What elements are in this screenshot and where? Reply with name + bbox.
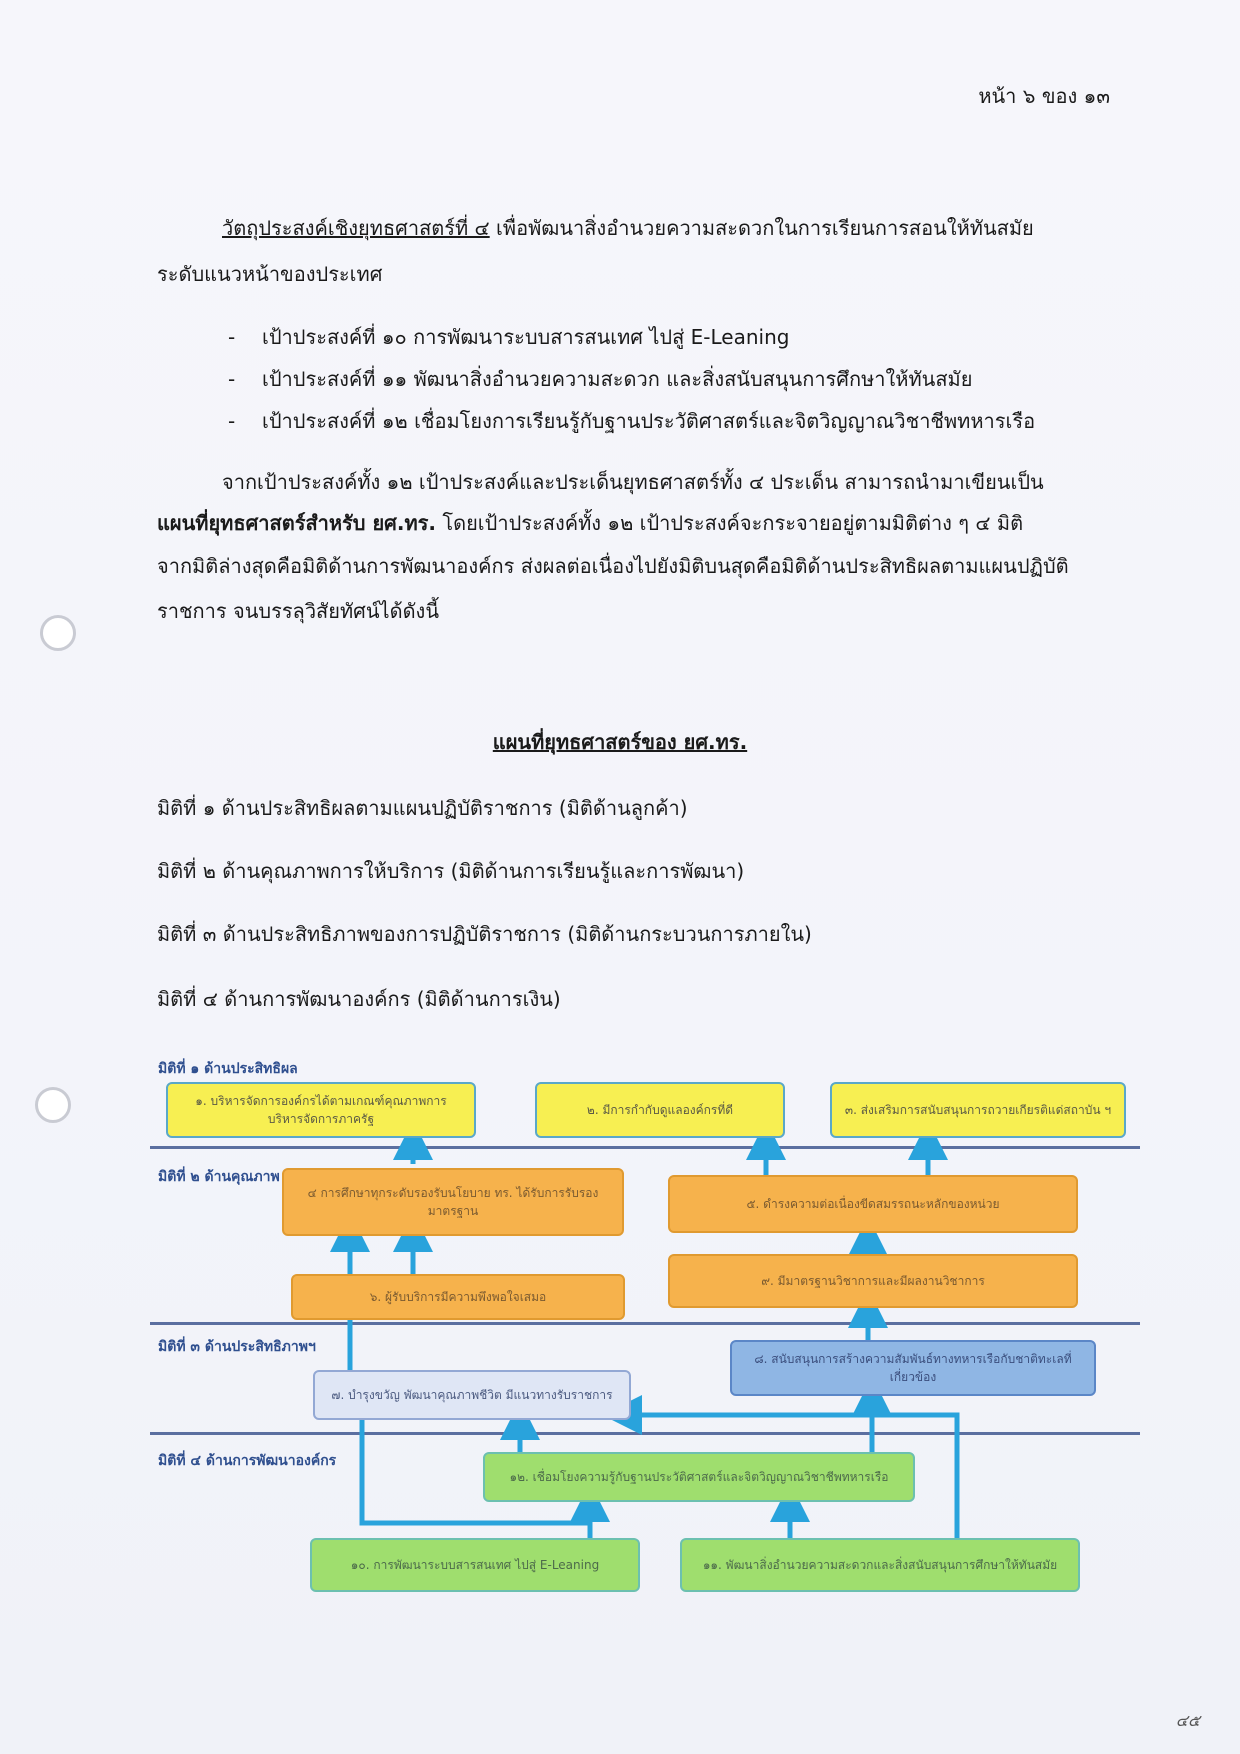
list-item: - เป้าประสงค์ที่ ๑๐ การพัฒนาระบบสารสนเทศ ไปสู่ E-Leaning — [228, 316, 1035, 358]
goal-box-4: ๔ การศึกษาทุกระดับรองรับนโยบาย ทร. ได้รับการรับรองมาตรฐาน — [282, 1168, 624, 1236]
list-item: - เป้าประสงค์ที่ ๑๑ พัฒนาสิ่งอำนวยความสะดวก และสิ่งสนับสนุนการศึกษาให้ทันสมัย — [228, 358, 1035, 400]
diagram-label-dimension-2: มิติที่ ๒ ด้านคุณภาพ — [158, 1169, 280, 1185]
goal-box-11: ๑๑. พัฒนาสิ่งอำนวยความสะดวกและสิ่งสนับสนุนการศึกษาให้ทันสมัย — [680, 1538, 1080, 1592]
summary-line-2 — [157, 503, 1107, 544]
diagram-label-dimension-3: มิติที่ ๓ ด้านประสิทธิภาพฯ — [158, 1339, 316, 1355]
punch-hole-top — [40, 615, 76, 651]
handwritten-mark: ๔๕ — [1175, 1711, 1200, 1730]
dimension-1: มิติที่ ๑ ด้านประสิทธิผลตามแผนปฏิบัติราชการ (มิติด้านลูกค้า) — [157, 796, 688, 820]
goal-box-5: ๕. ดำรงความต่อเนื่องขีดสมรรถนะหลักของหน่วย — [668, 1175, 1078, 1233]
summary-line-1: จากเป้าประสงค์ทั้ง ๑๒ เป้าประสงค์และประเด็นยุทธศาสตร์ทั้ง ๔ ประเด็น สามารถนำมาเขียนเป็น — [222, 470, 1044, 494]
summary-line-4: ราชการ จนบรรลุวิสัยทัศน์ได้ดังนี้ — [157, 599, 439, 623]
page-number: หน้า ๖ ของ ๑๓ — [978, 84, 1110, 108]
objective-text: เพื่อพัฒนาสิ่งอำนวยความสะดวกในการเรียนการสอนให้ทันสมัย — [489, 216, 1034, 240]
goal-box-6: ๖. ผู้รับบริการมีความพึงพอใจเสมอ — [291, 1274, 625, 1320]
objective-continuation: ระดับแนวหน้าของประเทศ — [157, 262, 383, 286]
dimension-2: มิติที่ ๒ ด้านคุณภาพการให้บริการ (มิติด้านการเรียนรู้และการพัฒนา) — [157, 859, 745, 883]
strategy-map-diagram — [150, 1050, 1140, 1610]
objective-paragraph — [222, 208, 1112, 249]
goal-box-12: ๑๒. เชื่อมโยงความรู้กับฐานประวัติศาสตร์และจิตวิญญาณวิชาชีพทหารเรือ — [483, 1452, 915, 1502]
map-title: แผนที่ยุทธศาสตร์ของ ยศ.ทร. — [492, 730, 748, 754]
goal-box-2: ๒. มีการกำกับดูแลองค์กรที่ดี — [535, 1082, 785, 1138]
dimension-3: มิติที่ ๓ ด้านประสิทธิภาพของการปฏิบัติราชการ (มิติด้านกระบวนการภายใน) — [157, 922, 812, 946]
goal-box-9: ๙. มีมาตรฐานวิชาการและมีผลงานวิชาการ — [668, 1254, 1078, 1308]
goal-list — [228, 316, 1035, 442]
goal-box-7: ๗. บำรุงขวัญ พัฒนาคุณภาพชีวิต มีแนวทางรับราชการ — [313, 1370, 631, 1420]
goal-box-1: ๑. บริหารจัดการองค์กรได้ตามเกณฑ์คุณภาพการบริหารจัดการภาครัฐ — [166, 1082, 476, 1138]
objective-heading: วัตถุประสงค์เชิงยุทธศาสตร์ที่ ๔ — [222, 216, 490, 240]
list-item: - เป้าประสงค์ที่ ๑๒ เชื่อมโยงการเรียนรู้กับฐานประวัติศาสตร์และจิตวิญญาณวิชาชีพทหารเรือ — [228, 400, 1035, 442]
goal-box-8: ๘. สนับสนุนการสร้างความสัมพันธ์ทางทหารเรือกับชาติทะเลที่เกี่ยวข้อง — [730, 1340, 1096, 1396]
punch-hole-bottom — [35, 1087, 71, 1123]
summary-bold-text: แผนที่ยุทธศาสตร์สำหรับ ยศ.ทร. — [157, 511, 436, 535]
diagram-label-dimension-1: มิติที่ ๑ ด้านประสิทธิผล — [158, 1061, 298, 1077]
goal-box-10: ๑๐. การพัฒนาระบบสารสนเทศ ไปสู่ E-Leaning — [310, 1538, 640, 1592]
diagram-label-dimension-4: มิติที่ ๔ ด้านการพัฒนาองค์กร — [158, 1453, 337, 1469]
dimension-4: มิติที่ ๔ ด้านการพัฒนาองค์กร (มิติด้านการเงิน) — [157, 987, 561, 1011]
goal-box-3: ๓. ส่งเสริมการสนับสนุนการถวายเกียรติแด่สถาบัน ฯ — [830, 1082, 1126, 1138]
summary-line-3: จากมิติล่างสุดคือมิติด้านการพัฒนาองค์กร ส่งผลต่อเนื่องไปยังมิติบนสุดคือมิติด้านประสิทธิผลตามแผนปฏิบัติ — [157, 554, 1069, 578]
summary-text: โดยเป้าประสงค์ทั้ง ๑๒ เป้าประสงค์จะกระจายอยู่ตามมิติต่าง ๆ ๔ มิติ — [436, 511, 1024, 535]
